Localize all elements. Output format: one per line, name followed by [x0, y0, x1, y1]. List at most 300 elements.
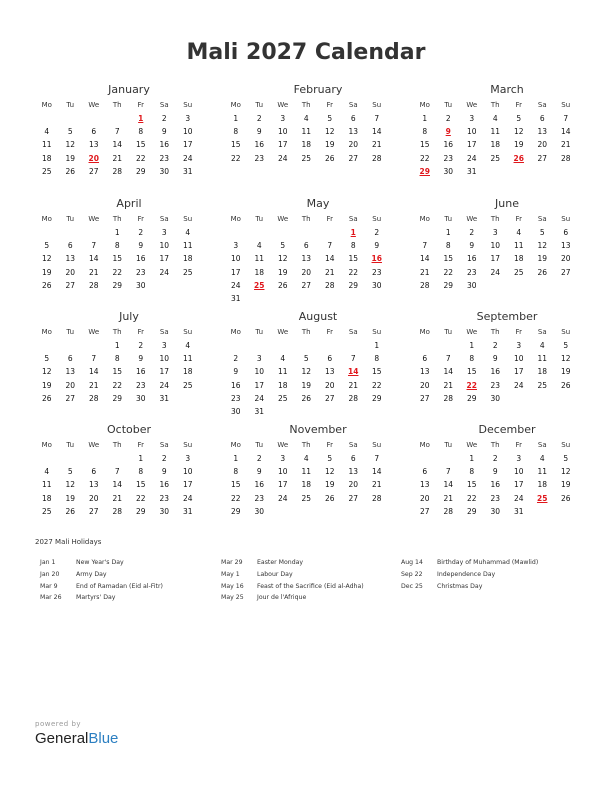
day-cell: 11: [301, 467, 312, 477]
day-cell: 17: [230, 267, 241, 277]
day-cell: 6: [350, 454, 356, 463]
month-june: [413, 196, 577, 292]
day-cell: 19: [513, 140, 524, 150]
weekday-header: Mo: [419, 441, 430, 449]
day-cell: 9: [374, 241, 380, 251]
day-cell: 26: [41, 280, 52, 290]
day-cell: 15: [371, 367, 382, 377]
day-cell: 8: [469, 354, 475, 364]
holiday-row: [40, 581, 210, 593]
day-cell: 19: [537, 254, 548, 264]
weekday-header: We: [277, 101, 289, 109]
day-cell: 29: [112, 280, 123, 290]
day-cell: 3: [516, 454, 522, 463]
day-cell: 28: [88, 393, 99, 403]
brand-blue: Blue: [88, 730, 119, 747]
day-cell: 28: [324, 280, 335, 290]
month-january: [35, 82, 199, 178]
holidays-title: 2027 Mali Holidays: [35, 538, 102, 546]
day-cell: 23: [443, 153, 454, 163]
holiday-date: Aug 14: [401, 559, 423, 566]
day-cell: 7: [422, 241, 428, 251]
day-cell: 29: [135, 166, 146, 176]
day-cell: 29: [443, 280, 454, 290]
day-cell: 15: [348, 254, 359, 264]
weekday-header: Tu: [66, 328, 75, 336]
day-cell: 15: [230, 480, 241, 490]
footer: [35, 720, 118, 747]
day-cell: 4: [539, 454, 545, 463]
empty-cell: [437, 452, 461, 465]
empty-cell: [248, 339, 272, 352]
day-cell: 18: [277, 380, 288, 390]
empty-cell: [413, 452, 437, 465]
day-cell: 15: [112, 254, 123, 264]
day-cell: 11: [537, 467, 548, 477]
day-cell: 8: [350, 241, 356, 251]
weekday-header: Fr: [326, 101, 333, 109]
day-cell: 31: [159, 393, 170, 403]
day-cell: 6: [327, 354, 333, 364]
day-cell: 31: [513, 506, 524, 516]
day-cell: 3: [256, 354, 262, 364]
holiday-name: Feast of the Sacrifice (Eid al-Adha): [257, 582, 364, 590]
day-cell: 13: [65, 367, 76, 377]
day-cell: 9: [161, 467, 167, 477]
day-cell: 2: [469, 228, 475, 237]
month-name: August: [298, 310, 338, 323]
day-cell: 2: [256, 454, 262, 463]
brand-general: General: [35, 730, 89, 747]
day-cell: 8: [469, 467, 475, 477]
holiday-day: 29: [419, 166, 430, 176]
weekday-header: We: [277, 441, 289, 449]
day-cell: 11: [182, 354, 193, 364]
month-name: June: [495, 197, 519, 210]
day-cell: 26: [65, 166, 76, 176]
day-cell: 23: [254, 493, 265, 503]
day-cell: 31: [254, 406, 265, 416]
day-cell: 19: [65, 153, 76, 163]
day-cell: 22: [419, 153, 430, 163]
day-cell: 12: [65, 480, 76, 490]
day-cell: 27: [65, 280, 76, 290]
day-cell: 30: [490, 393, 501, 403]
day-cell: 6: [91, 467, 97, 477]
weekday-header: Sa: [159, 328, 169, 336]
holiday-day: 14: [348, 367, 359, 377]
weekday-header: Sa: [159, 215, 169, 223]
holiday-name: Easter Monday: [257, 559, 304, 566]
day-cell: 22: [135, 493, 146, 503]
month-august: [224, 309, 388, 418]
day-cell: 9: [138, 241, 144, 251]
holiday-row: [40, 557, 210, 569]
day-cell: 6: [67, 241, 73, 251]
day-cell: 13: [348, 127, 359, 137]
day-cell: 25: [301, 153, 312, 163]
day-cell: 31: [182, 166, 193, 176]
day-cell: 2: [492, 341, 498, 350]
day-cell: 27: [65, 393, 76, 403]
weekday-header: Mo: [230, 441, 241, 449]
day-cell: 7: [327, 241, 333, 251]
day-cell: 4: [185, 341, 191, 350]
day-cell: 21: [348, 380, 359, 390]
day-cell: 2: [374, 228, 380, 237]
day-cell: 24: [277, 153, 288, 163]
day-cell: 1: [422, 114, 428, 123]
empty-cell: [59, 226, 83, 239]
holiday-date: May 16: [221, 582, 244, 590]
day-cell: 17: [490, 254, 501, 264]
weekday-header: We: [277, 215, 289, 223]
day-cell: 1: [114, 228, 120, 237]
day-cell: 1: [233, 114, 239, 123]
day-cell: 3: [492, 228, 498, 237]
empty-cell: [35, 226, 59, 239]
day-cell: 26: [277, 280, 288, 290]
day-cell: 10: [230, 254, 241, 264]
day-cell: 6: [422, 467, 428, 477]
day-cell: 17: [513, 367, 524, 377]
month-may: [224, 196, 388, 305]
day-cell: 7: [91, 241, 97, 251]
day-cell: 10: [254, 367, 265, 377]
day-cell: 18: [301, 480, 312, 490]
day-cell: 12: [65, 140, 76, 150]
day-cell: 22: [135, 153, 146, 163]
day-cell: 6: [422, 354, 428, 364]
month-october: [35, 422, 199, 518]
day-cell: 25: [537, 380, 548, 390]
day-cell: 24: [490, 267, 501, 277]
holiday-day: 26: [513, 153, 524, 163]
day-cell: 6: [303, 241, 309, 251]
day-cell: 28: [88, 280, 99, 290]
weekday-header: Tu: [66, 101, 75, 109]
weekday-header: Tu: [255, 215, 264, 223]
weekday-header: Mo: [230, 101, 241, 109]
day-cell: 11: [490, 127, 501, 137]
holiday-date: Jan 1: [40, 559, 56, 566]
holiday-day: 1: [350, 228, 356, 237]
day-cell: 27: [301, 280, 312, 290]
day-cell: 6: [67, 354, 73, 364]
day-cell: 20: [348, 480, 359, 490]
day-cell: 19: [65, 493, 76, 503]
day-cell: 22: [443, 267, 454, 277]
day-cell: 4: [44, 467, 50, 477]
day-cell: 19: [560, 480, 571, 490]
weekday-header: Fr: [137, 441, 144, 449]
weekday-header: Sa: [348, 441, 358, 449]
day-cell: 9: [469, 241, 475, 251]
empty-cell: [437, 339, 461, 352]
day-cell: 18: [537, 480, 548, 490]
day-cell: 30: [371, 280, 382, 290]
weekday-header: Tu: [444, 328, 453, 336]
day-cell: 9: [161, 127, 167, 137]
empty-cell: [35, 452, 59, 465]
weekday-header: Su: [183, 328, 193, 336]
powered-by-text: powered by: [35, 720, 82, 728]
day-cell: 17: [182, 140, 193, 150]
day-cell: 18: [182, 367, 193, 377]
empty-cell: [106, 112, 130, 125]
day-cell: 9: [138, 354, 144, 364]
day-cell: 12: [324, 127, 335, 137]
day-cell: 18: [537, 367, 548, 377]
holiday-row: [40, 592, 210, 604]
day-cell: 17: [182, 480, 193, 490]
weekday-header: Fr: [326, 441, 333, 449]
weekday-header: Su: [561, 215, 571, 223]
weekday-header: We: [88, 101, 100, 109]
day-cell: 30: [135, 280, 146, 290]
day-cell: 24: [513, 380, 524, 390]
empty-cell: [271, 226, 295, 239]
day-cell: 14: [112, 480, 123, 490]
day-cell: 18: [513, 254, 524, 264]
day-cell: 11: [41, 140, 52, 150]
day-cell: 16: [159, 480, 170, 490]
day-cell: 10: [159, 241, 170, 251]
holiday-date: Mar 9: [40, 582, 58, 590]
day-cell: 25: [41, 506, 52, 516]
day-cell: 13: [419, 480, 430, 490]
weekday-header: Mo: [419, 215, 430, 223]
day-cell: 11: [537, 354, 548, 364]
day-cell: 29: [371, 393, 382, 403]
day-cell: 16: [135, 367, 146, 377]
holiday-name: Jour de l'Afrique: [257, 594, 307, 602]
weekday-header: Fr: [137, 101, 144, 109]
day-cell: 2: [138, 341, 144, 350]
day-cell: 24: [254, 393, 265, 403]
day-cell: 5: [516, 114, 522, 123]
day-cell: 5: [67, 127, 73, 137]
day-cell: 23: [135, 380, 146, 390]
empty-cell: [59, 112, 83, 125]
weekday-header: Su: [372, 441, 382, 449]
empty-cell: [82, 112, 106, 125]
empty-cell: [342, 339, 366, 352]
holiday-date: May 25: [221, 594, 244, 602]
day-cell: 5: [44, 354, 50, 364]
holiday-row: [221, 569, 391, 581]
weekday-header: Mo: [41, 101, 52, 109]
weekday-header: Mo: [41, 215, 52, 223]
weekday-header: Fr: [137, 328, 144, 336]
day-cell: 5: [67, 467, 73, 477]
weekday-header: We: [466, 441, 478, 449]
weekday-header: Mo: [230, 328, 241, 336]
day-cell: 18: [182, 254, 193, 264]
day-cell: 4: [539, 341, 545, 350]
day-cell: 18: [254, 267, 265, 277]
holiday-column: [40, 557, 210, 604]
empty-cell: [248, 226, 272, 239]
day-cell: 20: [537, 140, 548, 150]
day-cell: 23: [371, 267, 382, 277]
day-cell: 21: [443, 493, 454, 503]
day-cell: 14: [443, 367, 454, 377]
day-cell: 26: [560, 380, 571, 390]
day-cell: 8: [374, 354, 380, 364]
empty-cell: [106, 452, 130, 465]
day-cell: 8: [114, 241, 120, 251]
month-april: [35, 196, 199, 292]
day-cell: 20: [419, 493, 430, 503]
day-cell: 6: [91, 127, 97, 137]
holiday-date: May 1: [221, 570, 240, 578]
day-cell: 3: [185, 454, 191, 463]
brand-logo[interactable]: [35, 730, 118, 747]
holiday-name: End of Ramadan (Eid al-Fitr): [76, 582, 163, 590]
weekday-header: Sa: [159, 441, 169, 449]
day-cell: 16: [254, 480, 265, 490]
weekday-header: We: [466, 215, 478, 223]
day-cell: 19: [301, 380, 312, 390]
holiday-row: [221, 592, 391, 604]
holiday-name: Martyrs' Day: [76, 594, 116, 602]
day-cell: 8: [233, 467, 239, 477]
day-cell: 28: [371, 493, 382, 503]
day-cell: 26: [324, 153, 335, 163]
day-cell: 4: [256, 241, 262, 251]
holiday-date: Mar 26: [40, 594, 62, 602]
day-cell: 30: [466, 280, 477, 290]
day-cell: 22: [466, 493, 477, 503]
day-cell: 1: [445, 228, 451, 237]
weekday-header: We: [88, 328, 100, 336]
holiday-column: [221, 557, 391, 604]
holiday-day: 25: [537, 493, 548, 503]
day-cell: 19: [560, 367, 571, 377]
day-cell: 11: [41, 480, 52, 490]
day-cell: 21: [371, 480, 382, 490]
day-cell: 28: [419, 280, 430, 290]
page-title: Mali 2027 Calendar: [186, 40, 426, 65]
day-cell: 14: [371, 467, 382, 477]
holiday-day: 25: [254, 280, 265, 290]
month-september: [413, 309, 577, 405]
day-cell: 13: [301, 254, 312, 264]
weekday-header: Tu: [444, 215, 453, 223]
day-cell: 4: [303, 454, 309, 463]
day-cell: 27: [419, 393, 430, 403]
day-cell: 27: [537, 153, 548, 163]
weekday-header: We: [88, 441, 100, 449]
day-cell: 5: [280, 241, 286, 251]
weekday-header: Su: [372, 215, 382, 223]
day-cell: 1: [469, 454, 475, 463]
day-cell: 21: [443, 380, 454, 390]
day-cell: 20: [560, 254, 571, 264]
day-cell: 14: [112, 140, 123, 150]
day-cell: 16: [254, 140, 265, 150]
day-cell: 30: [159, 506, 170, 516]
day-cell: 31: [466, 166, 477, 176]
month-november: [224, 422, 388, 518]
day-cell: 13: [88, 480, 99, 490]
weekday-header: Fr: [515, 441, 522, 449]
weekday-header: Su: [183, 215, 193, 223]
day-cell: 30: [159, 166, 170, 176]
day-cell: 2: [445, 114, 451, 123]
day-cell: 17: [513, 480, 524, 490]
day-cell: 4: [185, 228, 191, 237]
weekday-header: Sa: [537, 441, 547, 449]
day-cell: 2: [138, 228, 144, 237]
day-cell: 24: [159, 267, 170, 277]
holiday-row: [401, 569, 571, 581]
day-cell: 19: [324, 140, 335, 150]
day-cell: 19: [41, 380, 52, 390]
day-cell: 27: [324, 393, 335, 403]
day-cell: 12: [41, 254, 52, 264]
day-cell: 7: [374, 114, 380, 123]
day-cell: 7: [91, 354, 97, 364]
day-cell: 10: [490, 241, 501, 251]
day-cell: 26: [324, 493, 335, 503]
day-cell: 14: [88, 367, 99, 377]
weekday-header: Tu: [255, 101, 264, 109]
empty-cell: [35, 112, 59, 125]
day-cell: 19: [324, 480, 335, 490]
month-july: [35, 309, 199, 405]
day-cell: 21: [112, 493, 123, 503]
month-february: [224, 82, 388, 165]
day-cell: 13: [560, 241, 571, 251]
day-cell: 14: [419, 254, 430, 264]
weekday-header: Th: [112, 328, 122, 336]
holiday-column: [401, 557, 571, 592]
empty-cell: [224, 339, 248, 352]
day-cell: 13: [419, 367, 430, 377]
day-cell: 8: [422, 127, 428, 137]
weekday-header: Sa: [537, 328, 547, 336]
day-cell: 26: [41, 393, 52, 403]
day-cell: 1: [469, 341, 475, 350]
empty-cell: [82, 339, 106, 352]
day-cell: 3: [185, 114, 191, 123]
day-cell: 10: [159, 354, 170, 364]
day-cell: 23: [159, 153, 170, 163]
day-cell: 5: [563, 341, 569, 350]
day-cell: 10: [513, 467, 524, 477]
day-cell: 28: [443, 393, 454, 403]
day-cell: 16: [135, 254, 146, 264]
day-cell: 2: [161, 114, 167, 123]
month-name: March: [490, 83, 524, 96]
day-cell: 15: [466, 480, 477, 490]
day-cell: 22: [371, 380, 382, 390]
day-cell: 9: [256, 467, 262, 477]
empty-cell: [271, 339, 295, 352]
weekday-header: Mo: [41, 441, 52, 449]
day-cell: 11: [182, 241, 193, 251]
weekday-header: Su: [372, 101, 382, 109]
day-cell: 6: [539, 114, 545, 123]
day-cell: 12: [301, 367, 312, 377]
day-cell: 5: [327, 114, 333, 123]
day-cell: 25: [41, 166, 52, 176]
day-cell: 28: [348, 393, 359, 403]
holiday-row: [221, 557, 391, 569]
day-cell: 8: [233, 127, 239, 137]
